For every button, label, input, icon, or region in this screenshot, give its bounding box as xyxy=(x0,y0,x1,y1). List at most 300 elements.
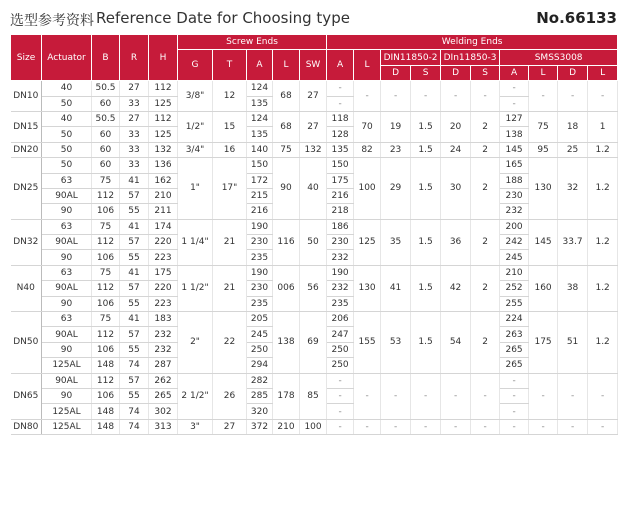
cell-sms-d: - xyxy=(558,419,588,434)
cell-r: 55 xyxy=(120,342,149,357)
cell-sms-l2: 1.2 xyxy=(588,219,618,265)
cell-h: 136 xyxy=(149,158,178,173)
col-l: L xyxy=(273,50,300,81)
cell-a: 282 xyxy=(247,373,273,388)
cell-wa: - xyxy=(327,373,354,388)
cell-b: 75 xyxy=(92,219,120,234)
cell-din3-s: 2 xyxy=(471,142,500,157)
cell-b: 60 xyxy=(92,158,120,173)
cell-din3-d: 54 xyxy=(441,312,471,374)
cell-din2-s: - xyxy=(411,419,441,434)
cell-din3-d: 30 xyxy=(441,158,471,220)
col-sms-d: D xyxy=(558,65,588,80)
cell-actuator: 90AL xyxy=(42,327,92,342)
cell-a: 135 xyxy=(247,127,273,142)
document-number: No.66133 xyxy=(536,9,617,27)
cell-a: 135 xyxy=(247,96,273,111)
cell-h: 112 xyxy=(149,81,178,96)
cell-din3-s: 2 xyxy=(471,158,500,220)
cell-sms-a: 245 xyxy=(500,250,529,265)
cell-b: 60 xyxy=(92,96,120,111)
cell-h: 313 xyxy=(149,419,178,434)
cell-wa: - xyxy=(327,81,354,96)
cell-actuator: 63 xyxy=(42,173,92,188)
col-din3-s: S xyxy=(471,65,500,80)
cell-b: 112 xyxy=(92,373,120,388)
cell-h: 287 xyxy=(149,358,178,373)
cell-weld-l: 125 xyxy=(354,219,381,265)
cell-b: 60 xyxy=(92,127,120,142)
cell-a: 124 xyxy=(247,81,273,96)
cell-r: 74 xyxy=(120,358,149,373)
cell-b: 106 xyxy=(92,388,120,403)
cell-wa: 230 xyxy=(327,235,354,250)
col-weld-a: A xyxy=(327,50,354,81)
cell-r: 33 xyxy=(120,127,149,142)
cell-a: 190 xyxy=(247,265,273,280)
cell-r: 41 xyxy=(120,219,149,234)
cell-sms-a: 265 xyxy=(500,342,529,357)
cell-sms-a: 165 xyxy=(500,158,529,173)
cell-sms-a: - xyxy=(500,81,529,96)
cell-r: 55 xyxy=(120,250,149,265)
cell-a: 294 xyxy=(247,358,273,373)
cell-l: 178 xyxy=(273,373,300,419)
table-header xyxy=(11,35,618,81)
cell-actuator: 50 xyxy=(42,127,92,142)
cell-sms-a: - xyxy=(500,388,529,403)
cell-actuator: 50 xyxy=(42,158,92,173)
cell-b: 148 xyxy=(92,404,120,419)
cell-actuator: 50 xyxy=(42,96,92,111)
cell-size: DN25 xyxy=(11,158,42,220)
cell-sms-a: 138 xyxy=(500,127,529,142)
cell-din3-d: - xyxy=(441,81,471,112)
cell-t: 21 xyxy=(213,265,247,311)
cell-sms-a: 265 xyxy=(500,358,529,373)
cell-din3-d: 42 xyxy=(441,265,471,311)
cell-sms-l2: 1.2 xyxy=(588,265,618,311)
cell-size: DN80 xyxy=(11,419,42,434)
cell-actuator: 50 xyxy=(42,142,92,157)
cell-t: 26 xyxy=(213,373,247,419)
cell-din2-s: 1.5 xyxy=(411,142,441,157)
cell-r: 33 xyxy=(120,158,149,173)
cell-din3-s: - xyxy=(471,373,500,419)
cell-sms-a: - xyxy=(500,419,529,434)
cell-b: 148 xyxy=(92,358,120,373)
cell-l: 116 xyxy=(273,219,300,265)
col-group-welding-ends: Welding Ends xyxy=(327,35,618,50)
cell-r: 55 xyxy=(120,388,149,403)
cell-sms-l2: - xyxy=(588,373,618,419)
cell-sms-a: - xyxy=(500,373,529,388)
cell-sw: 40 xyxy=(300,158,327,220)
cell-h: 183 xyxy=(149,312,178,327)
cell-actuator: 90 xyxy=(42,342,92,357)
cell-din3-s: - xyxy=(471,81,500,112)
cell-size: DN50 xyxy=(11,312,42,374)
cell-weld-l: 155 xyxy=(354,312,381,374)
cell-a: 235 xyxy=(247,296,273,311)
cell-sw: 100 xyxy=(300,419,327,434)
cell-r: 41 xyxy=(120,265,149,280)
cell-actuator: 90AL xyxy=(42,281,92,296)
cell-din3-d: 20 xyxy=(441,111,471,142)
cell-sw: 27 xyxy=(300,81,327,112)
col-group-din11850-2: DIN11850-2 xyxy=(381,50,441,65)
cell-a: 150 xyxy=(247,158,273,173)
cell-din3-s: - xyxy=(471,419,500,434)
col-sms-a: A xyxy=(500,65,529,80)
col-group-screw-ends: Screw Ends xyxy=(178,35,327,50)
cell-h: 302 xyxy=(149,404,178,419)
col-b: B xyxy=(92,35,120,81)
table-row xyxy=(11,81,618,96)
cell-din3-s: 2 xyxy=(471,265,500,311)
cell-wa: - xyxy=(327,404,354,419)
cell-wa: 218 xyxy=(327,204,354,219)
cell-actuator: 40 xyxy=(42,81,92,96)
cell-h: 210 xyxy=(149,188,178,203)
cell-h: 211 xyxy=(149,204,178,219)
cell-wa: 247 xyxy=(327,327,354,342)
cell-l: 90 xyxy=(273,158,300,220)
cell-a: 285 xyxy=(247,388,273,403)
cell-h: 175 xyxy=(149,265,178,280)
cell-a: 172 xyxy=(247,173,273,188)
cell-a: 140 xyxy=(247,142,273,157)
cell-sms-d: - xyxy=(558,81,588,112)
cell-a: 205 xyxy=(247,312,273,327)
cell-h: 262 xyxy=(149,373,178,388)
cell-size: DN20 xyxy=(11,142,42,157)
cell-din3-d: 36 xyxy=(441,219,471,265)
cell-t: 22 xyxy=(213,312,247,374)
cell-r: 33 xyxy=(120,142,149,157)
cell-wa: 150 xyxy=(327,158,354,173)
cell-din2-d: 53 xyxy=(381,312,411,374)
cell-sms-l: 95 xyxy=(529,142,558,157)
cell-sms-d: - xyxy=(558,373,588,419)
cell-din2-s: 1.5 xyxy=(411,219,441,265)
cell-sms-a: - xyxy=(500,96,529,111)
cell-b: 75 xyxy=(92,312,120,327)
cell-din2-d: 29 xyxy=(381,158,411,220)
cell-wa: 232 xyxy=(327,281,354,296)
cell-sms-a: 127 xyxy=(500,111,529,126)
cell-a: 215 xyxy=(247,188,273,203)
cell-sw: 85 xyxy=(300,373,327,419)
cell-l: 138 xyxy=(273,312,300,374)
cell-g: 3/8" xyxy=(178,81,213,112)
cell-actuator: 40 xyxy=(42,111,92,126)
cell-sw: 132 xyxy=(300,142,327,157)
cell-actuator: 63 xyxy=(42,312,92,327)
cell-weld-l: 70 xyxy=(354,111,381,142)
col-weld-l: L xyxy=(354,50,381,81)
table-row xyxy=(11,419,618,434)
cell-b: 112 xyxy=(92,327,120,342)
cell-a: 216 xyxy=(247,204,273,219)
cell-wa: 190 xyxy=(327,265,354,280)
cell-l: 68 xyxy=(273,81,300,112)
cell-actuator: 125AL xyxy=(42,358,92,373)
cell-h: 112 xyxy=(149,111,178,126)
cell-sms-a: - xyxy=(500,404,529,419)
cell-din3-d: - xyxy=(441,419,471,434)
cell-r: 74 xyxy=(120,404,149,419)
cell-h: 220 xyxy=(149,281,178,296)
table-row xyxy=(11,111,618,126)
cell-sms-l2: 1 xyxy=(588,111,618,142)
cell-sms-a: 188 xyxy=(500,173,529,188)
cell-g: 1 1/4" xyxy=(178,219,213,265)
cell-b: 60 xyxy=(92,142,120,157)
col-actuator: Actuator xyxy=(42,35,92,81)
cell-h: 232 xyxy=(149,342,178,357)
col-t: T xyxy=(213,50,247,81)
cell-sms-d: 51 xyxy=(558,312,588,374)
cell-din2-s: 1.5 xyxy=(411,158,441,220)
cell-b: 106 xyxy=(92,296,120,311)
cell-wa: 250 xyxy=(327,342,354,357)
cell-size: N40 xyxy=(11,265,42,311)
cell-wa: - xyxy=(327,96,354,111)
cell-din2-s: 1.5 xyxy=(411,265,441,311)
cell-din3-d: 24 xyxy=(441,142,471,157)
cell-sw: 56 xyxy=(300,265,327,311)
cell-sms-l2: - xyxy=(588,81,618,112)
cell-sms-l: 75 xyxy=(529,111,558,142)
cell-b: 106 xyxy=(92,250,120,265)
cell-actuator: 125AL xyxy=(42,404,92,419)
cell-a: 245 xyxy=(247,327,273,342)
cell-b: 106 xyxy=(92,342,120,357)
cell-a: 230 xyxy=(247,235,273,250)
cell-wa: 206 xyxy=(327,312,354,327)
cell-r: 57 xyxy=(120,327,149,342)
cell-b: 75 xyxy=(92,173,120,188)
cell-h: 132 xyxy=(149,142,178,157)
cell-b: 112 xyxy=(92,281,120,296)
title-english: Reference Date for Choosing type xyxy=(96,9,350,27)
cell-sw: 50 xyxy=(300,219,327,265)
cell-din2-s: 1.5 xyxy=(411,312,441,374)
cell-h: 220 xyxy=(149,235,178,250)
cell-size: DN32 xyxy=(11,219,42,265)
cell-r: 74 xyxy=(120,419,149,434)
cell-g: 2 1/2" xyxy=(178,373,213,419)
cell-din2-d: 35 xyxy=(381,219,411,265)
cell-r: 57 xyxy=(120,235,149,250)
cell-g: 1 1/2" xyxy=(178,265,213,311)
cell-sms-l: 160 xyxy=(529,265,558,311)
cell-r: 55 xyxy=(120,296,149,311)
cell-actuator: 90 xyxy=(42,296,92,311)
cell-sms-l: 145 xyxy=(529,219,558,265)
cell-sms-d: 32 xyxy=(558,158,588,220)
cell-sms-l: - xyxy=(529,81,558,112)
cell-b: 106 xyxy=(92,204,120,219)
col-group-din11850-3: DIn11850-3 xyxy=(441,50,500,65)
cell-weld-l: 130 xyxy=(354,265,381,311)
cell-actuator: 63 xyxy=(42,265,92,280)
cell-sms-a: 224 xyxy=(500,312,529,327)
col-g: G xyxy=(178,50,213,81)
cell-r: 57 xyxy=(120,373,149,388)
cell-sms-a: 210 xyxy=(500,265,529,280)
cell-h: 174 xyxy=(149,219,178,234)
cell-weld-l: - xyxy=(354,419,381,434)
col-h: H xyxy=(149,35,178,81)
cell-sms-a: 263 xyxy=(500,327,529,342)
cell-t: 27 xyxy=(213,419,247,434)
cell-wa: 175 xyxy=(327,173,354,188)
cell-din3-s: 2 xyxy=(471,111,500,142)
cell-r: 41 xyxy=(120,173,149,188)
cell-sms-d: 25 xyxy=(558,142,588,157)
table-row xyxy=(11,265,618,280)
col-sms-l: L xyxy=(529,65,558,80)
cell-din2-d: 23 xyxy=(381,142,411,157)
cell-din2-d: - xyxy=(381,81,411,112)
cell-sms-a: 255 xyxy=(500,296,529,311)
cell-h: 232 xyxy=(149,327,178,342)
cell-wa: 186 xyxy=(327,219,354,234)
cell-h: 223 xyxy=(149,296,178,311)
cell-sw: 27 xyxy=(300,111,327,142)
cell-b: 148 xyxy=(92,419,120,434)
cell-din2-d: 41 xyxy=(381,265,411,311)
cell-size: DN10 xyxy=(11,81,42,112)
col-din3-d: D xyxy=(441,65,471,80)
cell-actuator: 90 xyxy=(42,204,92,219)
title-chinese: 选型参考资料 xyxy=(10,13,94,29)
cell-size: DN15 xyxy=(11,111,42,142)
cell-actuator: 90 xyxy=(42,388,92,403)
cell-a: 124 xyxy=(247,111,273,126)
cell-h: 125 xyxy=(149,96,178,111)
cell-r: 27 xyxy=(120,111,149,126)
cell-l: 68 xyxy=(273,111,300,142)
cell-r: 55 xyxy=(120,204,149,219)
cell-h: 223 xyxy=(149,250,178,265)
cell-a: 250 xyxy=(247,342,273,357)
cell-actuator: 90AL xyxy=(42,188,92,203)
cell-din2-d: 19 xyxy=(381,111,411,142)
cell-g: 1/2" xyxy=(178,111,213,142)
cell-b: 112 xyxy=(92,188,120,203)
cell-weld-l: 100 xyxy=(354,158,381,220)
cell-sms-l2: 1.2 xyxy=(588,142,618,157)
cell-a: 372 xyxy=(247,419,273,434)
cell-t: 15 xyxy=(213,111,247,142)
cell-r: 57 xyxy=(120,188,149,203)
cell-sms-a: 232 xyxy=(500,204,529,219)
cell-r: 57 xyxy=(120,281,149,296)
cell-g: 3" xyxy=(178,419,213,434)
col-size: Size xyxy=(11,35,42,81)
cell-din2-d: - xyxy=(381,373,411,419)
cell-a: 235 xyxy=(247,250,273,265)
cell-sms-l: 175 xyxy=(529,312,558,374)
cell-t: 21 xyxy=(213,219,247,265)
cell-g: 1" xyxy=(178,158,213,220)
cell-din3-s: 2 xyxy=(471,219,500,265)
cell-sw: 69 xyxy=(300,312,327,374)
cell-din2-s: - xyxy=(411,81,441,112)
cell-t: 12 xyxy=(213,81,247,112)
col-sw: SW xyxy=(300,50,327,81)
cell-g: 3/4" xyxy=(178,142,213,157)
cell-sms-l2: 1.2 xyxy=(588,312,618,374)
cell-wa: 118 xyxy=(327,111,354,126)
cell-din2-s: 1.5 xyxy=(411,111,441,142)
col-sms-l2: L xyxy=(588,65,618,80)
cell-actuator: 90 xyxy=(42,250,92,265)
cell-sms-a: 230 xyxy=(500,188,529,203)
cell-actuator: 90AL xyxy=(42,373,92,388)
cell-actuator: 125AL xyxy=(42,419,92,434)
col-din2-s: S xyxy=(411,65,441,80)
cell-h: 162 xyxy=(149,173,178,188)
cell-h: 125 xyxy=(149,127,178,142)
cell-wa: 216 xyxy=(327,188,354,203)
table-row xyxy=(11,312,618,327)
cell-size: DN65 xyxy=(11,373,42,419)
cell-t: 17" xyxy=(213,158,247,220)
cell-b: 50.5 xyxy=(92,81,120,96)
cell-din2-d: - xyxy=(381,419,411,434)
cell-sms-l: - xyxy=(529,419,558,434)
cell-sms-d: 38 xyxy=(558,265,588,311)
cell-wa: 235 xyxy=(327,296,354,311)
table-row xyxy=(11,373,618,388)
cell-sms-l2: - xyxy=(588,419,618,434)
cell-sms-l: - xyxy=(529,373,558,419)
cell-wa: 250 xyxy=(327,358,354,373)
cell-wa: - xyxy=(327,388,354,403)
cell-wa: 128 xyxy=(327,127,354,142)
table-row xyxy=(11,219,618,234)
cell-b: 112 xyxy=(92,235,120,250)
cell-r: 41 xyxy=(120,312,149,327)
cell-weld-l: - xyxy=(354,81,381,112)
cell-l: 006 xyxy=(273,265,300,311)
table-row xyxy=(11,158,618,173)
cell-wa: 232 xyxy=(327,250,354,265)
cell-l: 75 xyxy=(273,142,300,157)
title-bar xyxy=(0,0,634,34)
cell-sms-d: 18 xyxy=(558,111,588,142)
reference-table xyxy=(10,34,618,435)
col-r: R xyxy=(120,35,149,81)
cell-sms-l: 130 xyxy=(529,158,558,220)
table-body xyxy=(11,81,618,435)
cell-sms-l2: 1.2 xyxy=(588,158,618,220)
cell-r: 27 xyxy=(120,81,149,96)
cell-h: 265 xyxy=(149,388,178,403)
cell-sms-a: 242 xyxy=(500,235,529,250)
cell-a: 230 xyxy=(247,281,273,296)
cell-a: 320 xyxy=(247,404,273,419)
cell-b: 50.5 xyxy=(92,111,120,126)
cell-actuator: 63 xyxy=(42,219,92,234)
cell-sms-a: 252 xyxy=(500,281,529,296)
cell-wa: - xyxy=(327,419,354,434)
col-din2-d: D xyxy=(381,65,411,80)
